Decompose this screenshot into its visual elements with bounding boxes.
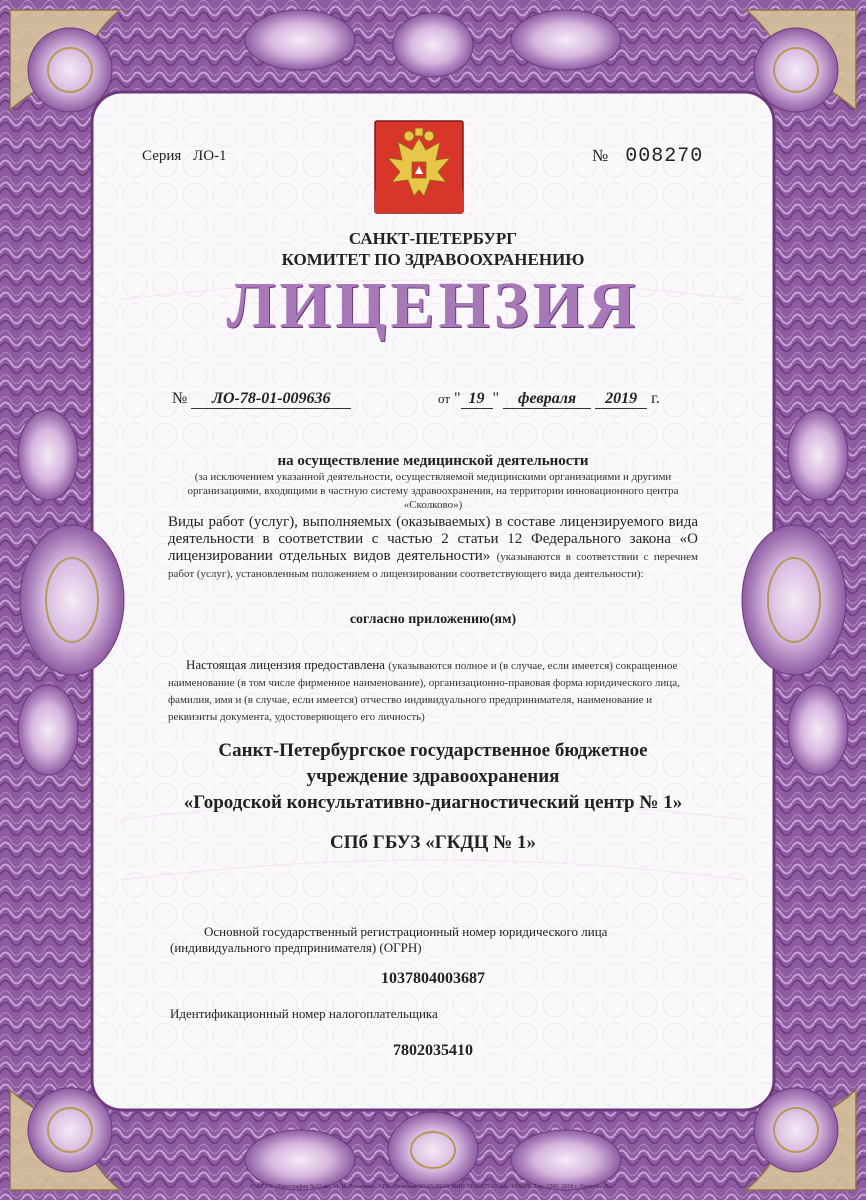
- ogrn-value: 1037804003687: [381, 970, 485, 987]
- coat-of-arms-emblem: [374, 120, 464, 218]
- license-number-line: [172, 390, 351, 409]
- date-from-label: от: [438, 391, 451, 406]
- holder-intro-text: Настоящая лицензия предоставлена: [186, 657, 385, 672]
- works-note: (указываются в соответствии с перечнем работ (услуг), установленным положением о лицензировании соответствующего вида деятельности):: [168, 551, 699, 580]
- holder-intro-note: (указываются полное и (в случае, если имеется) сокращенное наименование (в том числе фирменное наименование), организационно-правовая форма юридического лица, фамилия, имя и (в случае, если имеется) отчество индивидуального предпринимателя, наименование и реквизиты документа, удостоверяющего его личность): [168, 660, 680, 723]
- activity-heading: на осуществление медицинской деятельности: [277, 453, 589, 469]
- quote-open: ": [454, 390, 461, 407]
- annex-reference: согласно приложению(ям): [349, 612, 517, 627]
- holder-name-line1: Санкт-Петербургское государственное бюджетное: [218, 740, 648, 761]
- issuing-authority: [200, 228, 666, 270]
- works-text: Виды работ (услуг), выполняемых (оказываемых) в составе лицензируемого вида деятельности в соответствии с частью 2 статьи 12 Федерального закона «О лицензировании отдельных видов деятельности»: [168, 514, 698, 564]
- document-title: ЛИЦЕНЗИЯ: [226, 269, 640, 342]
- blank-number: [592, 144, 703, 168]
- date-month: февраля: [503, 390, 591, 409]
- ogrn-label-line1: Основной государственный регистрационный номер юридического лица: [204, 924, 608, 939]
- city-name: САНКТ-ПЕТЕРБУРГ: [348, 229, 518, 248]
- printer-imprint: © ФГУП «Типография №12 им. М. И. Лоханова». СПб. Лицензия 03-05-09/19. ИНН 7809017743. Зак. 1930/18. Тир. 1500. 2018 г. Уровень «Б»: [250, 1184, 612, 1190]
- holder-intro: [168, 656, 698, 724]
- committee-name: КОМИТЕТ ПО ЗДРАВООХРАНЕНИЮ: [281, 250, 585, 269]
- ogrn-label: [170, 924, 690, 956]
- series-value: ЛО-1: [193, 148, 227, 164]
- date-day: 19: [461, 390, 493, 409]
- number-sign: №: [592, 146, 609, 165]
- date-year: 2019: [595, 390, 647, 409]
- inn-label: Идентификационный номер налогоплательщика: [170, 1006, 438, 1021]
- blank-number-value: 008270: [625, 145, 704, 168]
- year-suffix: г.: [651, 390, 660, 407]
- holder-name-line3: «Городской консультативно-диагностический центр № 1»: [183, 792, 683, 813]
- holder-full-name: [150, 738, 716, 816]
- license-no-value: ЛО-78-01-009636: [191, 390, 351, 409]
- license-no-label: №: [172, 390, 188, 407]
- inn-value: 7802035410: [393, 1042, 473, 1059]
- quote-close: ": [492, 390, 500, 407]
- activity-exception-note: (за исключением указанной деятельности, осуществляемой медицинскими организациями и другими организациями, входящими в частную систему здравоохранения, на территории инновационного центра «Сколково»): [187, 471, 679, 511]
- series-line: [142, 148, 227, 165]
- holder-short-name: СПб ГБУЗ «ГКДЦ № 1»: [329, 832, 536, 853]
- works-description: [168, 514, 698, 582]
- ogrn-label-line2: (индивидуального предпринимателя) (ОГРН): [170, 940, 422, 955]
- license-date-line: [438, 390, 660, 409]
- series-label: Серия: [142, 148, 182, 164]
- holder-name-line2: учреждение здравоохранения: [306, 766, 560, 787]
